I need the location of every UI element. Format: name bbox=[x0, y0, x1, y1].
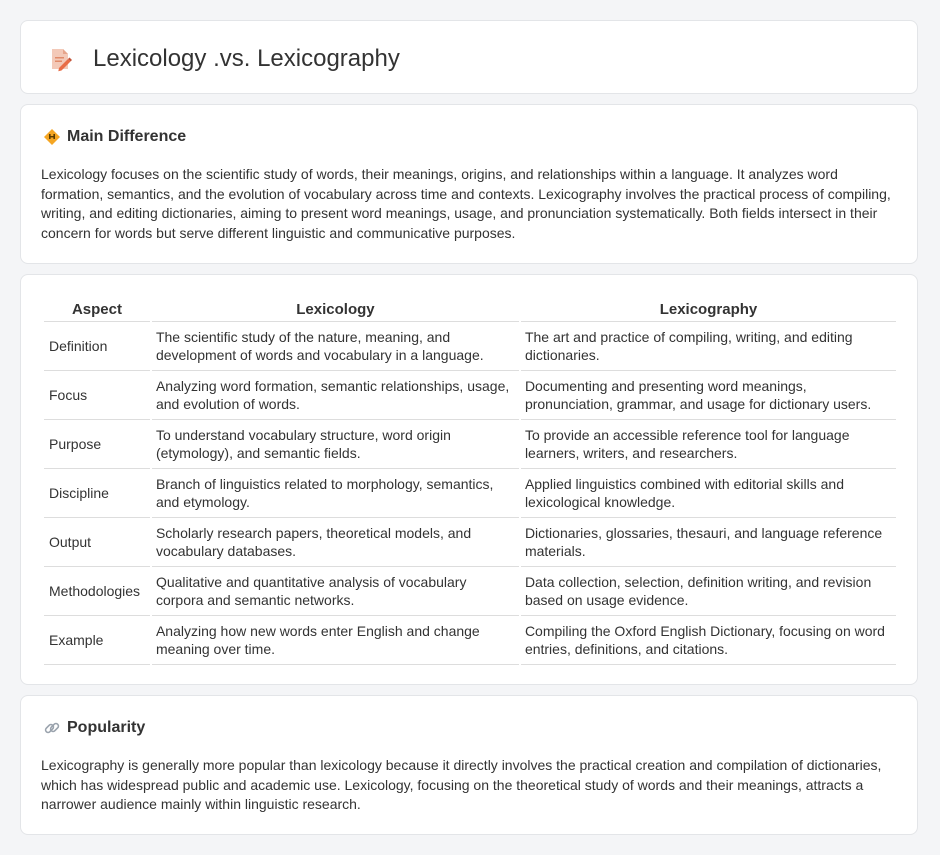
row-lexicography-cell: The art and practice of compiling, writing, and editing dictionaries. bbox=[521, 322, 896, 371]
row-aspect-cell: Methodologies bbox=[44, 567, 150, 616]
link-icon bbox=[43, 719, 61, 737]
main-difference-heading-text: Main Difference bbox=[67, 128, 187, 145]
row-aspect-cell: Definition bbox=[44, 322, 150, 371]
table-row bbox=[44, 469, 896, 518]
row-lexicology-cell: Qualitative and quantitative analysis of vocabulary corpora and semantic networks. bbox=[152, 567, 519, 616]
column-header-aspect: Aspect bbox=[44, 295, 150, 322]
row-lexicography-cell: Data collection, selection, definition writing, and revision based on usage evidence. bbox=[521, 567, 896, 616]
popularity-heading bbox=[43, 718, 145, 738]
row-aspect-cell: Purpose bbox=[44, 420, 150, 469]
row-lexicology-cell: To understand vocabulary structure, word origin (etymology), and semantic fields. bbox=[152, 420, 519, 469]
row-aspect-cell: Output bbox=[44, 518, 150, 567]
table-row bbox=[44, 371, 896, 420]
main-difference-text: Lexicology focuses on the scientific study of words, their meanings, origins, and relationships within a language. It analyzes word formation, semantics, and the evolution of vocabulary across time and contexts. Lexicography involves the practical process of compiling, writing, and editing dictionaries, aiming to present word meanings, usage, and pronunciation systematically. Both fields intersect in their concern for words but serve different linguistic and communicative purposes. bbox=[41, 166, 891, 241]
main-difference-card bbox=[20, 104, 918, 264]
row-lexicography-cell: Applied linguistics combined with editorial skills and lexicological knowledge. bbox=[521, 469, 896, 518]
row-aspect-cell: Example bbox=[44, 616, 150, 665]
row-lexicography-cell: To provide an accessible reference tool for language learners, writers, and researchers. bbox=[521, 420, 896, 469]
row-lexicography-cell: Compiling the Oxford English Dictionary, focusing on word entries, definitions, and citations. bbox=[521, 616, 896, 665]
table-row bbox=[44, 518, 896, 567]
row-aspect-cell: Focus bbox=[44, 371, 150, 420]
table-row bbox=[44, 420, 896, 469]
column-header-lexicography: Lexicography bbox=[521, 295, 896, 322]
row-lexicology-cell: Analyzing word formation, semantic relationships, usage, and evolution of words. bbox=[152, 371, 519, 420]
table-header-row bbox=[44, 295, 896, 322]
row-lexicology-cell: The scientific study of the nature, meaning, and development of words and vocabulary in a language. bbox=[152, 322, 519, 371]
column-header-lexicology: Lexicology bbox=[152, 295, 519, 322]
header-card bbox=[20, 20, 918, 94]
popularity-text: Lexicography is generally more popular than lexicology because it directly involves the practical creation and compilation of dictionaries, which has widespread public and academic use. Lexicology, focusing on the theoretical study of words and their meanings, attracts a narrower audience mainly within linguistic research. bbox=[41, 757, 882, 812]
row-lexicology-cell: Branch of linguistics related to morphology, semantics, and etymology. bbox=[152, 469, 519, 518]
row-lexicology-cell: Scholarly research papers, theoretical models, and vocabulary databases. bbox=[152, 518, 519, 567]
row-lexicography-cell: Documenting and presenting word meanings, pronunciation, grammar, and usage for dictionary users. bbox=[521, 371, 896, 420]
page-title: Lexicology .vs. Lexicography bbox=[93, 45, 400, 72]
popularity-heading-text: Popularity bbox=[67, 719, 146, 736]
diamond-warning-icon bbox=[43, 128, 61, 146]
document-pencil-icon bbox=[47, 46, 73, 72]
table-row bbox=[44, 322, 896, 371]
comparison-table bbox=[42, 295, 898, 665]
table-row bbox=[44, 567, 896, 616]
popularity-card bbox=[20, 695, 918, 835]
main-difference-heading bbox=[43, 127, 186, 147]
row-aspect-cell: Discipline bbox=[44, 469, 150, 518]
row-lexicography-cell: Dictionaries, glossaries, thesauri, and language reference materials. bbox=[521, 518, 896, 567]
table-row bbox=[44, 616, 896, 665]
row-lexicology-cell: Analyzing how new words enter English and change meaning over time. bbox=[152, 616, 519, 665]
comparison-card bbox=[20, 274, 918, 685]
